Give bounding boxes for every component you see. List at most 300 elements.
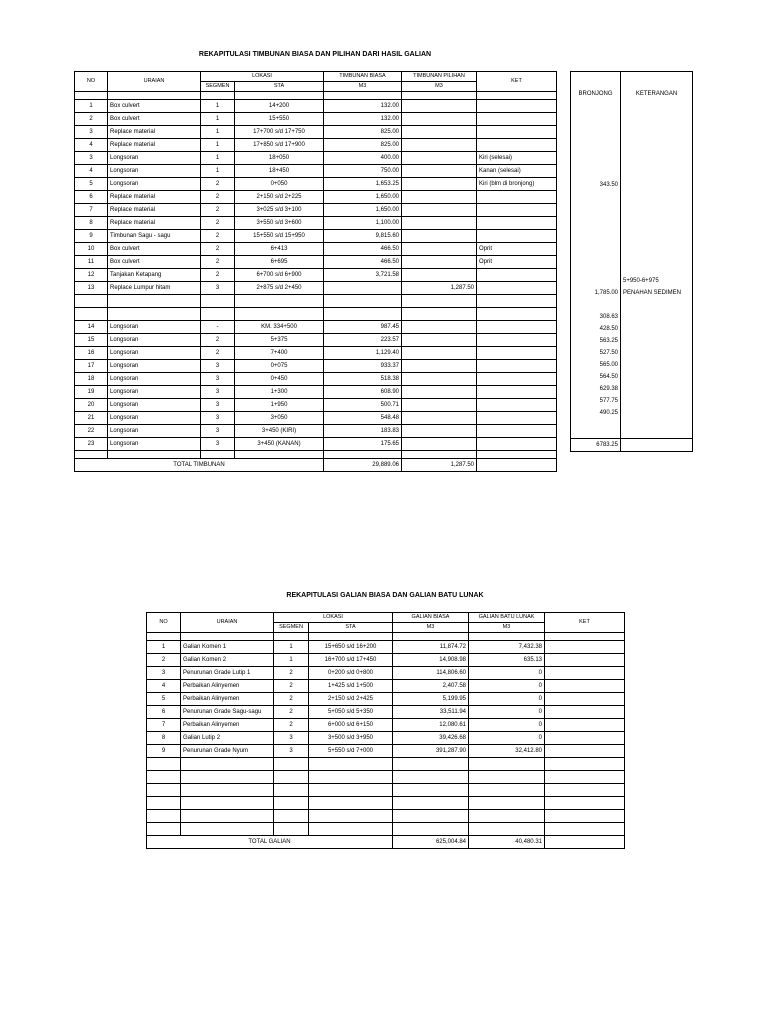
row-timbunan-biasa: 183.83 xyxy=(324,425,402,438)
row-no: 9 xyxy=(75,230,108,243)
row-sta: 1+425 s/d 1+500 xyxy=(309,680,393,693)
header-m3-batu: M3 xyxy=(469,623,545,633)
header-galian-biasa: GALIAN BIASA xyxy=(393,613,469,623)
row-galian-biasa: 14,908.98 xyxy=(393,654,469,667)
row-ket xyxy=(477,230,557,243)
row-sta: 17+850 s/d 17+900 xyxy=(235,139,324,152)
row-timbunan-pilihan xyxy=(402,334,477,347)
row-timbunan-biasa: 132.00 xyxy=(324,100,402,113)
header-timbunan-biasa: TIMBUNAN BIASA xyxy=(324,72,402,82)
empty-cell xyxy=(324,92,402,100)
keterangan-value xyxy=(621,371,693,383)
row-no: 13 xyxy=(75,282,108,295)
empty-row xyxy=(75,92,557,100)
empty-cell xyxy=(181,797,274,810)
row-ket xyxy=(477,191,557,204)
row-segmen: 2 xyxy=(201,269,235,282)
keterangan-value xyxy=(621,251,693,263)
side-row xyxy=(571,107,693,119)
row-no: 14 xyxy=(75,321,108,334)
empty-cell xyxy=(274,810,309,823)
table-row xyxy=(75,386,557,399)
row-ket xyxy=(477,347,557,360)
empty-cell xyxy=(235,92,324,100)
side-row xyxy=(571,323,693,335)
empty-cell xyxy=(201,92,235,100)
row-segmen: - xyxy=(201,321,235,334)
row-ket xyxy=(545,641,625,654)
header-m3-pilihan: M3 xyxy=(402,82,477,92)
row-segmen: 2 xyxy=(201,243,235,256)
total-ket xyxy=(545,836,625,849)
row-timbunan-biasa: 466.50 xyxy=(324,256,402,269)
row-no: 10 xyxy=(75,243,108,256)
side-row xyxy=(571,419,693,431)
keterangan-value xyxy=(621,167,693,179)
empty-cell xyxy=(147,771,181,784)
header-bronjong: BRONJONG xyxy=(571,72,621,101)
side-row xyxy=(571,359,693,371)
row-segmen: 2 xyxy=(201,334,235,347)
empty-cell xyxy=(181,633,274,641)
row-uraian: Longsoran xyxy=(108,386,201,399)
side-cell xyxy=(621,431,693,439)
empty-row xyxy=(147,797,625,810)
row-galian-batu: 0 xyxy=(469,706,545,719)
row-segmen: 3 xyxy=(201,399,235,412)
empty-cell xyxy=(181,784,274,797)
header-no: NO xyxy=(147,613,181,633)
row-sta: 0+050 xyxy=(235,178,324,191)
side-row xyxy=(571,251,693,263)
table-row xyxy=(75,438,557,451)
keterangan-value xyxy=(621,107,693,119)
row-segmen: 1 xyxy=(274,641,309,654)
row-sta: 3+450 (KIRI) xyxy=(235,425,324,438)
keterangan-value xyxy=(621,119,693,131)
row-timbunan-pilihan xyxy=(402,126,477,139)
row-timbunan-pilihan xyxy=(402,412,477,425)
keterangan-value xyxy=(621,323,693,335)
galian-table xyxy=(146,612,625,849)
bronjong-value: 629.38 xyxy=(571,383,621,395)
row-uraian: Longsoran xyxy=(108,152,201,165)
side-total-row xyxy=(571,439,693,452)
empty-row xyxy=(75,308,557,321)
empty-row xyxy=(147,823,625,836)
row-sta: 3+450 (KANAN) xyxy=(235,438,324,451)
empty-cell xyxy=(75,92,108,100)
header-sta: STA xyxy=(309,623,393,633)
header-segmen: SEGMEN xyxy=(274,623,309,633)
row-no: 5 xyxy=(75,178,108,191)
side-row xyxy=(571,100,693,107)
row-timbunan-pilihan xyxy=(402,217,477,230)
row-no: 18 xyxy=(75,373,108,386)
row-ket xyxy=(477,269,557,282)
row-galian-biasa: 2,407.58 xyxy=(393,680,469,693)
row-uraian: Longsoran xyxy=(108,412,201,425)
row-sta: 3+025 s/d 3+100 xyxy=(235,204,324,217)
empty-cell xyxy=(274,823,309,836)
side-header-row xyxy=(571,72,693,101)
row-ket xyxy=(545,719,625,732)
keterangan-value xyxy=(621,263,693,275)
row-galian-biasa: 11,874.72 xyxy=(393,641,469,654)
row-uraian: Galian Lutip 2 xyxy=(181,732,274,745)
table-row xyxy=(147,706,625,719)
row-ket: Kanan (selesai) xyxy=(477,165,557,178)
empty-cell xyxy=(235,295,324,308)
row-timbunan-biasa: 987.45 xyxy=(324,321,402,334)
header-no: NO xyxy=(75,72,108,92)
row-galian-biasa: 39,426.68 xyxy=(393,732,469,745)
header-lokasi: LOKASI xyxy=(201,72,324,82)
row-ket xyxy=(477,113,557,126)
row-uraian: Longsoran xyxy=(108,425,201,438)
keterangan-value: PENAHAN SEDIMEN xyxy=(623,289,682,296)
row-ket xyxy=(477,386,557,399)
table-row xyxy=(147,719,625,732)
table-row xyxy=(75,191,557,204)
timbunan-table xyxy=(74,71,557,472)
row-uraian: Replace material xyxy=(108,191,201,204)
row-uraian: Longsoran xyxy=(108,438,201,451)
side-row xyxy=(571,215,693,227)
total-ket xyxy=(477,459,557,472)
row-sta: 15+550 s/d 15+950 xyxy=(235,230,324,243)
total-galian-biasa: 625,004.84 xyxy=(393,836,469,849)
empty-cell xyxy=(235,308,324,321)
row-uraian: Penurunan Grade Sagu-sagu xyxy=(181,706,274,719)
row-uraian: Longsoran xyxy=(108,334,201,347)
row-timbunan-pilihan xyxy=(402,243,477,256)
row-segmen: 2 xyxy=(201,178,235,191)
empty-row xyxy=(147,771,625,784)
empty-cell xyxy=(324,308,402,321)
row-timbunan-pilihan xyxy=(402,191,477,204)
empty-cell xyxy=(402,451,477,459)
bronjong-value xyxy=(571,155,621,167)
table-row xyxy=(75,152,557,165)
row-segmen: 3 xyxy=(201,412,235,425)
bronjong-value xyxy=(571,215,621,227)
keterangan-value xyxy=(621,359,693,371)
empty-cell xyxy=(201,308,235,321)
row-uraian: Box culvert xyxy=(108,100,201,113)
bronjong-value xyxy=(571,143,621,155)
header-timbunan-pilihan: TIMBUNAN PILIHAN xyxy=(402,72,477,82)
empty-cell xyxy=(324,451,402,459)
row-ket xyxy=(477,425,557,438)
row-galian-batu: 0 xyxy=(469,667,545,680)
header-ket: KET xyxy=(545,613,625,633)
row-uraian: Penurunan Grade Lutip 1 xyxy=(181,667,274,680)
row-segmen: 3 xyxy=(201,386,235,399)
row-timbunan-pilihan xyxy=(402,438,477,451)
row-uraian: Penurunan Grade Nyum xyxy=(181,745,274,758)
empty-cell xyxy=(545,633,625,641)
row-no: 20 xyxy=(75,399,108,412)
row-uraian: Longsoran xyxy=(108,399,201,412)
row-timbunan-biasa: 750.00 xyxy=(324,165,402,178)
row-ket xyxy=(477,373,557,386)
keterangan-value xyxy=(621,179,693,191)
keterangan-value xyxy=(621,227,693,239)
header-uraian: URAIAN xyxy=(108,72,201,92)
row-galian-batu: 32,412.80 xyxy=(469,745,545,758)
row-ket xyxy=(477,360,557,373)
row-uraian: Longsoran xyxy=(108,347,201,360)
table-row xyxy=(75,126,557,139)
empty-cell xyxy=(108,308,201,321)
row-sta: 3+550 s/d 3+600 xyxy=(235,217,324,230)
row-no: 23 xyxy=(75,438,108,451)
row-no: 15 xyxy=(75,334,108,347)
row-ket xyxy=(545,745,625,758)
row-sta: 2+875 s/d 2+450 xyxy=(235,282,324,295)
table-row xyxy=(75,139,557,152)
row-sta: 2+150 s/d 2+425 xyxy=(309,693,393,706)
empty-cell xyxy=(201,295,235,308)
row-uraian: Longsoran xyxy=(108,165,201,178)
row-no: 9 xyxy=(147,745,181,758)
row-segmen: 1 xyxy=(201,126,235,139)
row-ket xyxy=(477,126,557,139)
row-ket xyxy=(477,412,557,425)
empty-row xyxy=(75,295,557,308)
side-row xyxy=(571,335,693,347)
row-timbunan-biasa: 825.00 xyxy=(324,139,402,152)
bronjong-value xyxy=(571,203,621,215)
row-segmen: 2 xyxy=(201,256,235,269)
empty-row xyxy=(147,758,625,771)
table-row xyxy=(75,360,557,373)
table-row xyxy=(75,321,557,334)
row-timbunan-biasa: 132.00 xyxy=(324,113,402,126)
row-ket: Kiri (selesai) xyxy=(477,152,557,165)
empty-cell xyxy=(393,797,469,810)
table-row xyxy=(147,732,625,745)
row-ket xyxy=(477,399,557,412)
row-segmen: 3 xyxy=(274,745,309,758)
bronjong-value xyxy=(571,419,621,431)
empty-cell xyxy=(147,784,181,797)
row-segmen: 3 xyxy=(201,438,235,451)
row-segmen: 2 xyxy=(201,230,235,243)
row-no: 1 xyxy=(75,100,108,113)
row-sta: 6+700 s/d 6+900 xyxy=(235,269,324,282)
row-timbunan-biasa: 1,653.25 xyxy=(324,178,402,191)
side-row xyxy=(571,395,693,407)
row-galian-batu: 0 xyxy=(469,732,545,745)
row-sta: 2+150 s/d 2+225 xyxy=(235,191,324,204)
empty-cell xyxy=(75,308,108,321)
row-galian-batu: 0 xyxy=(469,680,545,693)
row-uraian: Replace material xyxy=(108,139,201,152)
empty-cell xyxy=(402,295,477,308)
row-segmen: 1 xyxy=(201,152,235,165)
table2-title: REKAPITULASI GALIAN BIASA DAN GALIAN BATU LUNAK xyxy=(286,592,484,599)
row-timbunan-biasa: 1,650.00 xyxy=(324,191,402,204)
keterangan-value xyxy=(621,335,693,347)
row-ket xyxy=(477,282,557,295)
bronjong-value: 490.25 xyxy=(571,407,621,419)
keterangan-value xyxy=(621,383,693,395)
row-timbunan-pilihan xyxy=(402,425,477,438)
table2-header-row xyxy=(147,613,625,623)
header-ket: KET xyxy=(477,72,557,92)
row-sta: 18+050 xyxy=(235,152,324,165)
side-row xyxy=(571,191,693,203)
side-row xyxy=(571,371,693,383)
row-sta: 3+050 xyxy=(235,412,324,425)
row-segmen: 1 xyxy=(201,113,235,126)
row-no: 4 xyxy=(75,139,108,152)
empty-row xyxy=(147,633,625,641)
empty-cell xyxy=(108,92,201,100)
row-segmen: 2 xyxy=(201,217,235,230)
bronjong-value xyxy=(571,131,621,143)
empty-cell xyxy=(147,823,181,836)
empty-cell xyxy=(477,92,557,100)
empty-cell xyxy=(147,810,181,823)
side-row xyxy=(571,407,693,419)
empty-cell xyxy=(235,451,324,459)
empty-cell xyxy=(393,771,469,784)
bronjong-value xyxy=(571,107,621,119)
bronjong-value xyxy=(571,251,621,263)
side-row xyxy=(571,143,693,155)
empty-cell xyxy=(469,797,545,810)
row-timbunan-biasa: 1,100.00 xyxy=(324,217,402,230)
row-ket: Oprit xyxy=(477,256,557,269)
empty-cell xyxy=(181,810,274,823)
empty-cell xyxy=(393,784,469,797)
row-timbunan-biasa: 500.71 xyxy=(324,399,402,412)
row-timbunan-pilihan xyxy=(402,386,477,399)
keterangan-total xyxy=(621,439,693,452)
row-no: 21 xyxy=(75,412,108,425)
row-ket xyxy=(477,204,557,217)
empty-cell xyxy=(75,295,108,308)
table-row xyxy=(75,113,557,126)
bronjong-value: 563.25 xyxy=(571,335,621,347)
bronjong-value: 565.00 xyxy=(571,359,621,371)
row-no: 7 xyxy=(147,719,181,732)
row-segmen: 2 xyxy=(201,204,235,217)
keterangan-value xyxy=(621,131,693,143)
table-row xyxy=(75,334,557,347)
row-galian-batu: 7,432.38 xyxy=(469,641,545,654)
row-no: 3 xyxy=(75,152,108,165)
row-sta: 7+400 xyxy=(235,347,324,360)
side-row xyxy=(571,167,693,179)
row-sta: 17+700 s/d 17+750 xyxy=(235,126,324,139)
total-timbunan-pilihan: 1,287.50 xyxy=(402,459,477,472)
row-timbunan-biasa: 223.57 xyxy=(324,334,402,347)
row-sta: 6+413 xyxy=(235,243,324,256)
row-sta: 18+450 xyxy=(235,165,324,178)
row-sta: 6+695 xyxy=(235,256,324,269)
table-row xyxy=(75,399,557,412)
header-keterangan: KETERANGAN xyxy=(621,72,693,101)
row-segmen: 2 xyxy=(274,706,309,719)
table-row xyxy=(75,412,557,425)
row-uraian: Galian Komen 2 xyxy=(181,654,274,667)
row-uraian: Box culvert xyxy=(108,113,201,126)
empty-cell xyxy=(477,451,557,459)
empty-cell xyxy=(469,823,545,836)
row-timbunan-pilihan xyxy=(402,321,477,334)
side-cell xyxy=(571,100,621,107)
bronjong-value: 1,785.00 xyxy=(571,287,621,299)
header-galian-batu: GALIAN BATU LUNAK xyxy=(469,613,545,623)
row-timbunan-pilihan xyxy=(402,204,477,217)
empty-row xyxy=(147,810,625,823)
empty-cell xyxy=(181,771,274,784)
row-timbunan-pilihan xyxy=(402,373,477,386)
table-row xyxy=(147,667,625,680)
total-timbunan-biasa: 29,889.06 xyxy=(324,459,402,472)
row-timbunan-pilihan: 1,287.50 xyxy=(402,282,477,295)
row-sta: 15+550 xyxy=(235,113,324,126)
row-segmen: 1 xyxy=(201,139,235,152)
bronjong-value xyxy=(571,191,621,203)
empty-cell xyxy=(201,451,235,459)
row-no: 16 xyxy=(75,347,108,360)
header-m3-biasa: M3 xyxy=(393,623,469,633)
row-timbunan-biasa: 400.00 xyxy=(324,152,402,165)
table-row xyxy=(147,654,625,667)
table-row xyxy=(147,680,625,693)
empty-cell xyxy=(477,308,557,321)
empty-cell xyxy=(309,810,393,823)
empty-cell xyxy=(108,295,201,308)
side-row xyxy=(571,311,693,323)
row-galian-batu: 0 xyxy=(469,693,545,706)
total-galian-batu: 40,480.31 xyxy=(469,836,545,849)
header-uraian: URAIAN xyxy=(181,613,274,633)
empty-cell xyxy=(393,758,469,771)
total-row xyxy=(75,459,557,472)
row-timbunan-pilihan xyxy=(402,178,477,191)
keterangan-value xyxy=(621,311,693,323)
row-timbunan-biasa: 3,721.58 xyxy=(324,269,402,282)
empty-cell xyxy=(545,771,625,784)
empty-cell xyxy=(477,295,557,308)
row-segmen: 3 xyxy=(201,360,235,373)
table-row xyxy=(147,693,625,706)
empty-cell xyxy=(181,758,274,771)
total-row xyxy=(147,836,625,849)
bronjong-value xyxy=(571,227,621,239)
row-uraian: Galian Komen 1 xyxy=(181,641,274,654)
row-timbunan-biasa: 466.50 xyxy=(324,243,402,256)
bronjong-value: 308.63 xyxy=(571,311,621,323)
row-no: 19 xyxy=(75,386,108,399)
row-no: 5 xyxy=(147,693,181,706)
row-uraian: Replace material xyxy=(108,204,201,217)
header-segmen: SEGMEN xyxy=(201,82,235,92)
row-timbunan-pilihan xyxy=(402,269,477,282)
row-no: 8 xyxy=(147,732,181,745)
table-row xyxy=(75,230,557,243)
empty-cell xyxy=(274,771,309,784)
row-sta: 5+550 s/d 7+000 xyxy=(309,745,393,758)
table-row xyxy=(75,178,557,191)
row-timbunan-biasa: 548.48 xyxy=(324,412,402,425)
